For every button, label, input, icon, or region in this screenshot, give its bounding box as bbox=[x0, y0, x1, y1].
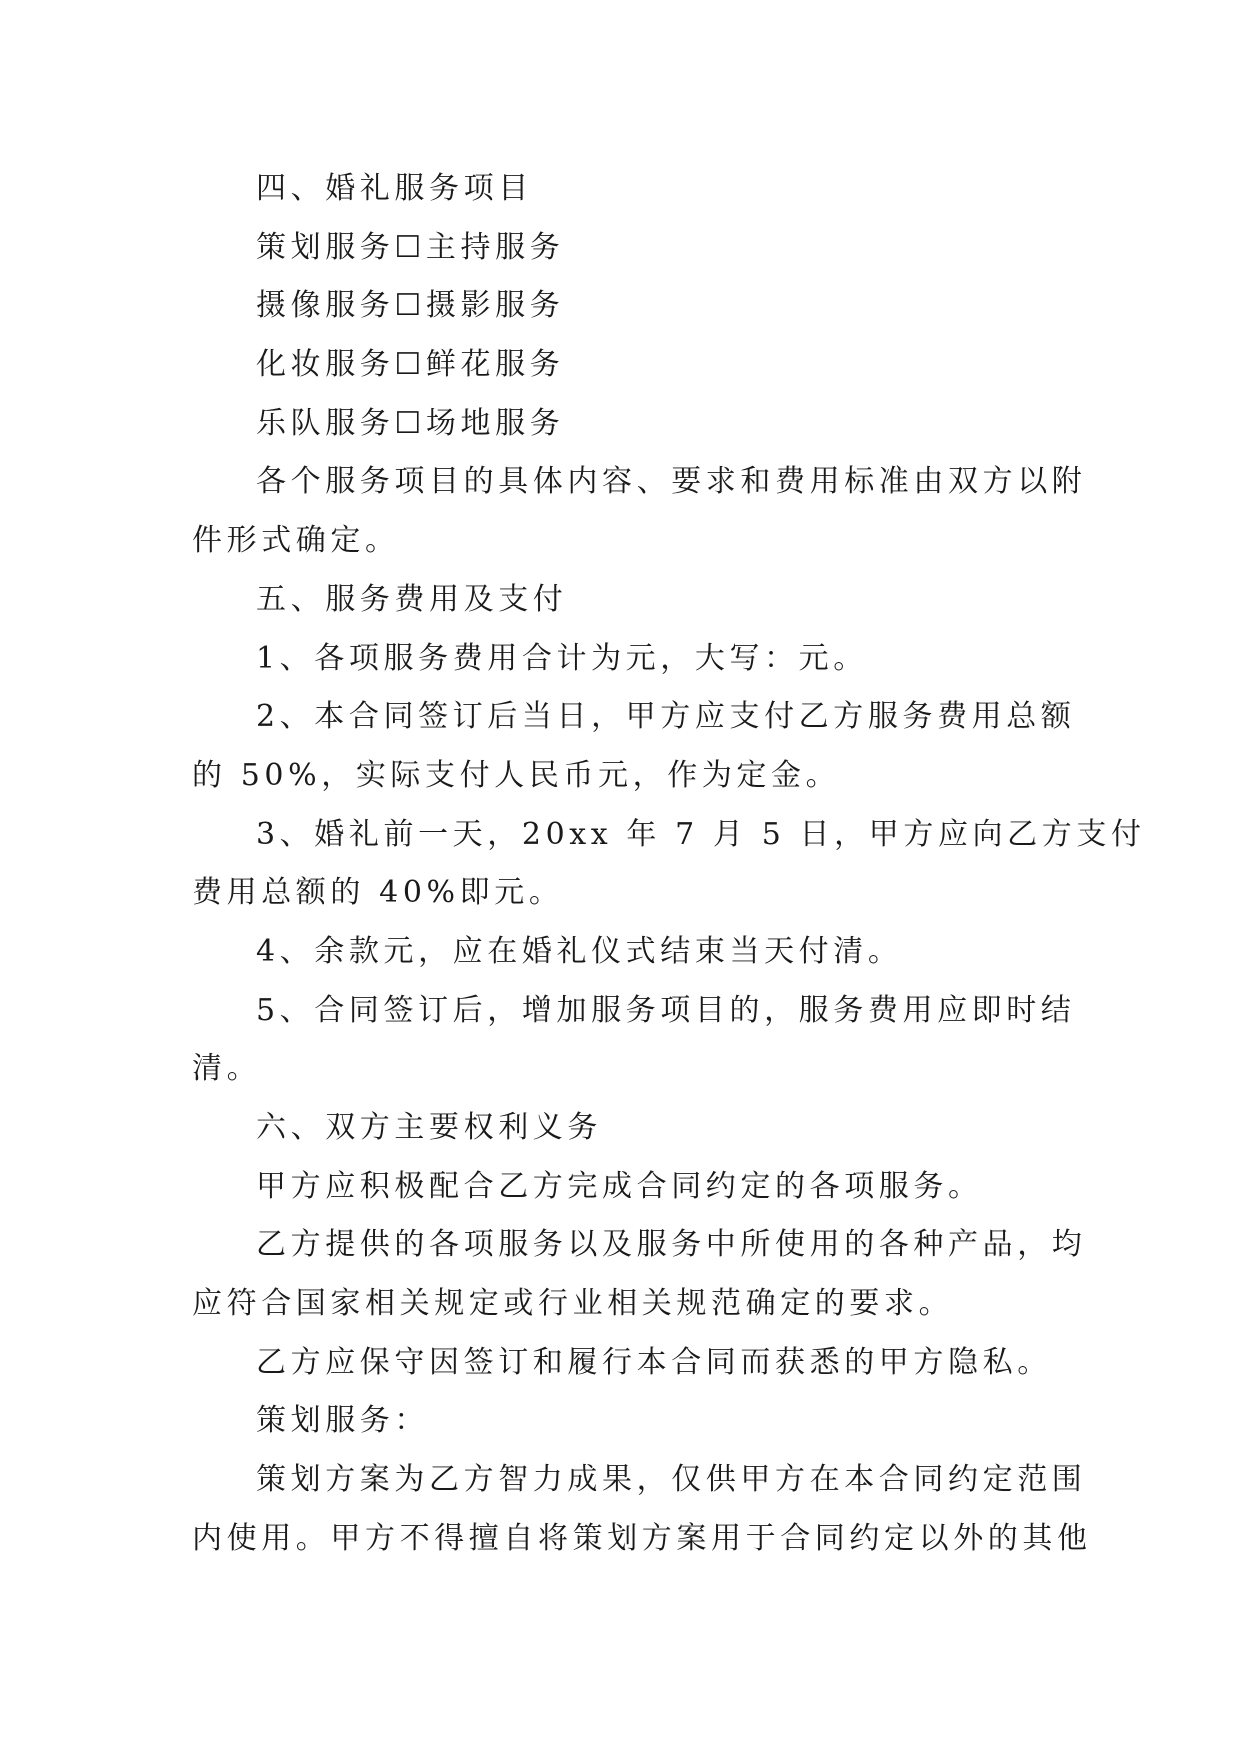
document-body bbox=[192, 160, 1146, 1569]
paragraph-line: 策划方案为乙方智力成果，仅供甲方在本合同约定范围 bbox=[256, 1462, 1087, 1498]
clause-line: 的 50%，实际支付人民币元，作为定金。 bbox=[192, 757, 841, 793]
paragraph-line: 应符合国家相关规定或行业相关规范确定的要求。 bbox=[192, 1286, 954, 1322]
paragraph-line: 乙方应保守因签订和履行本合同而获悉的甲方隐私。 bbox=[256, 1344, 1052, 1380]
paragraph-line: 件形式确定。 bbox=[192, 523, 400, 559]
clause-line: 3、婚礼前一天，20xx 年 7 月 5 日，甲方应向乙方支付 bbox=[256, 816, 1146, 852]
clause-line: 4、余款元，应在婚礼仪式结束当天付清。 bbox=[256, 933, 903, 969]
service-option-line: 化妆服务☐鲜花服务 bbox=[256, 347, 565, 383]
clause-line: 费用总额的 40%即元。 bbox=[192, 875, 564, 911]
subheading-planning-service: 策划服务： bbox=[256, 1403, 429, 1439]
section-heading-5: 五、服务费用及支付 bbox=[256, 581, 568, 617]
clause-line: 清。 bbox=[192, 1051, 262, 1087]
clause-line: 5、合同签订后，增加服务项目的，服务费用应即时结 bbox=[256, 992, 1076, 1028]
section-heading-6: 六、双方主要权利义务 bbox=[256, 1110, 602, 1145]
paragraph-line: 乙方提供的各项服务以及服务中所使用的各种产品，均 bbox=[256, 1227, 1087, 1263]
paragraph-line: 内使用。甲方不得擅自将策划方案用于合同约定以外的其他 bbox=[192, 1520, 1092, 1556]
section-heading-4: 四、婚礼服务项目 bbox=[256, 171, 533, 206]
paragraph-line: 甲方应积极配合乙方完成合同约定的各项服务。 bbox=[256, 1168, 983, 1204]
service-option-line: 策划服务☐主持服务 bbox=[256, 229, 565, 265]
clause-line: 2、本合同签订后当日，甲方应支付乙方服务费用总额 bbox=[256, 699, 1076, 735]
service-option-line: 摄像服务☐摄影服务 bbox=[256, 288, 565, 324]
service-option-line: 乐队服务☐场地服务 bbox=[256, 405, 565, 441]
clause-line: 1、各项服务费用合计为元，大写：元。 bbox=[256, 640, 868, 676]
paragraph-line: 各个服务项目的具体内容、要求和费用标准由双方以附 bbox=[256, 464, 1087, 500]
